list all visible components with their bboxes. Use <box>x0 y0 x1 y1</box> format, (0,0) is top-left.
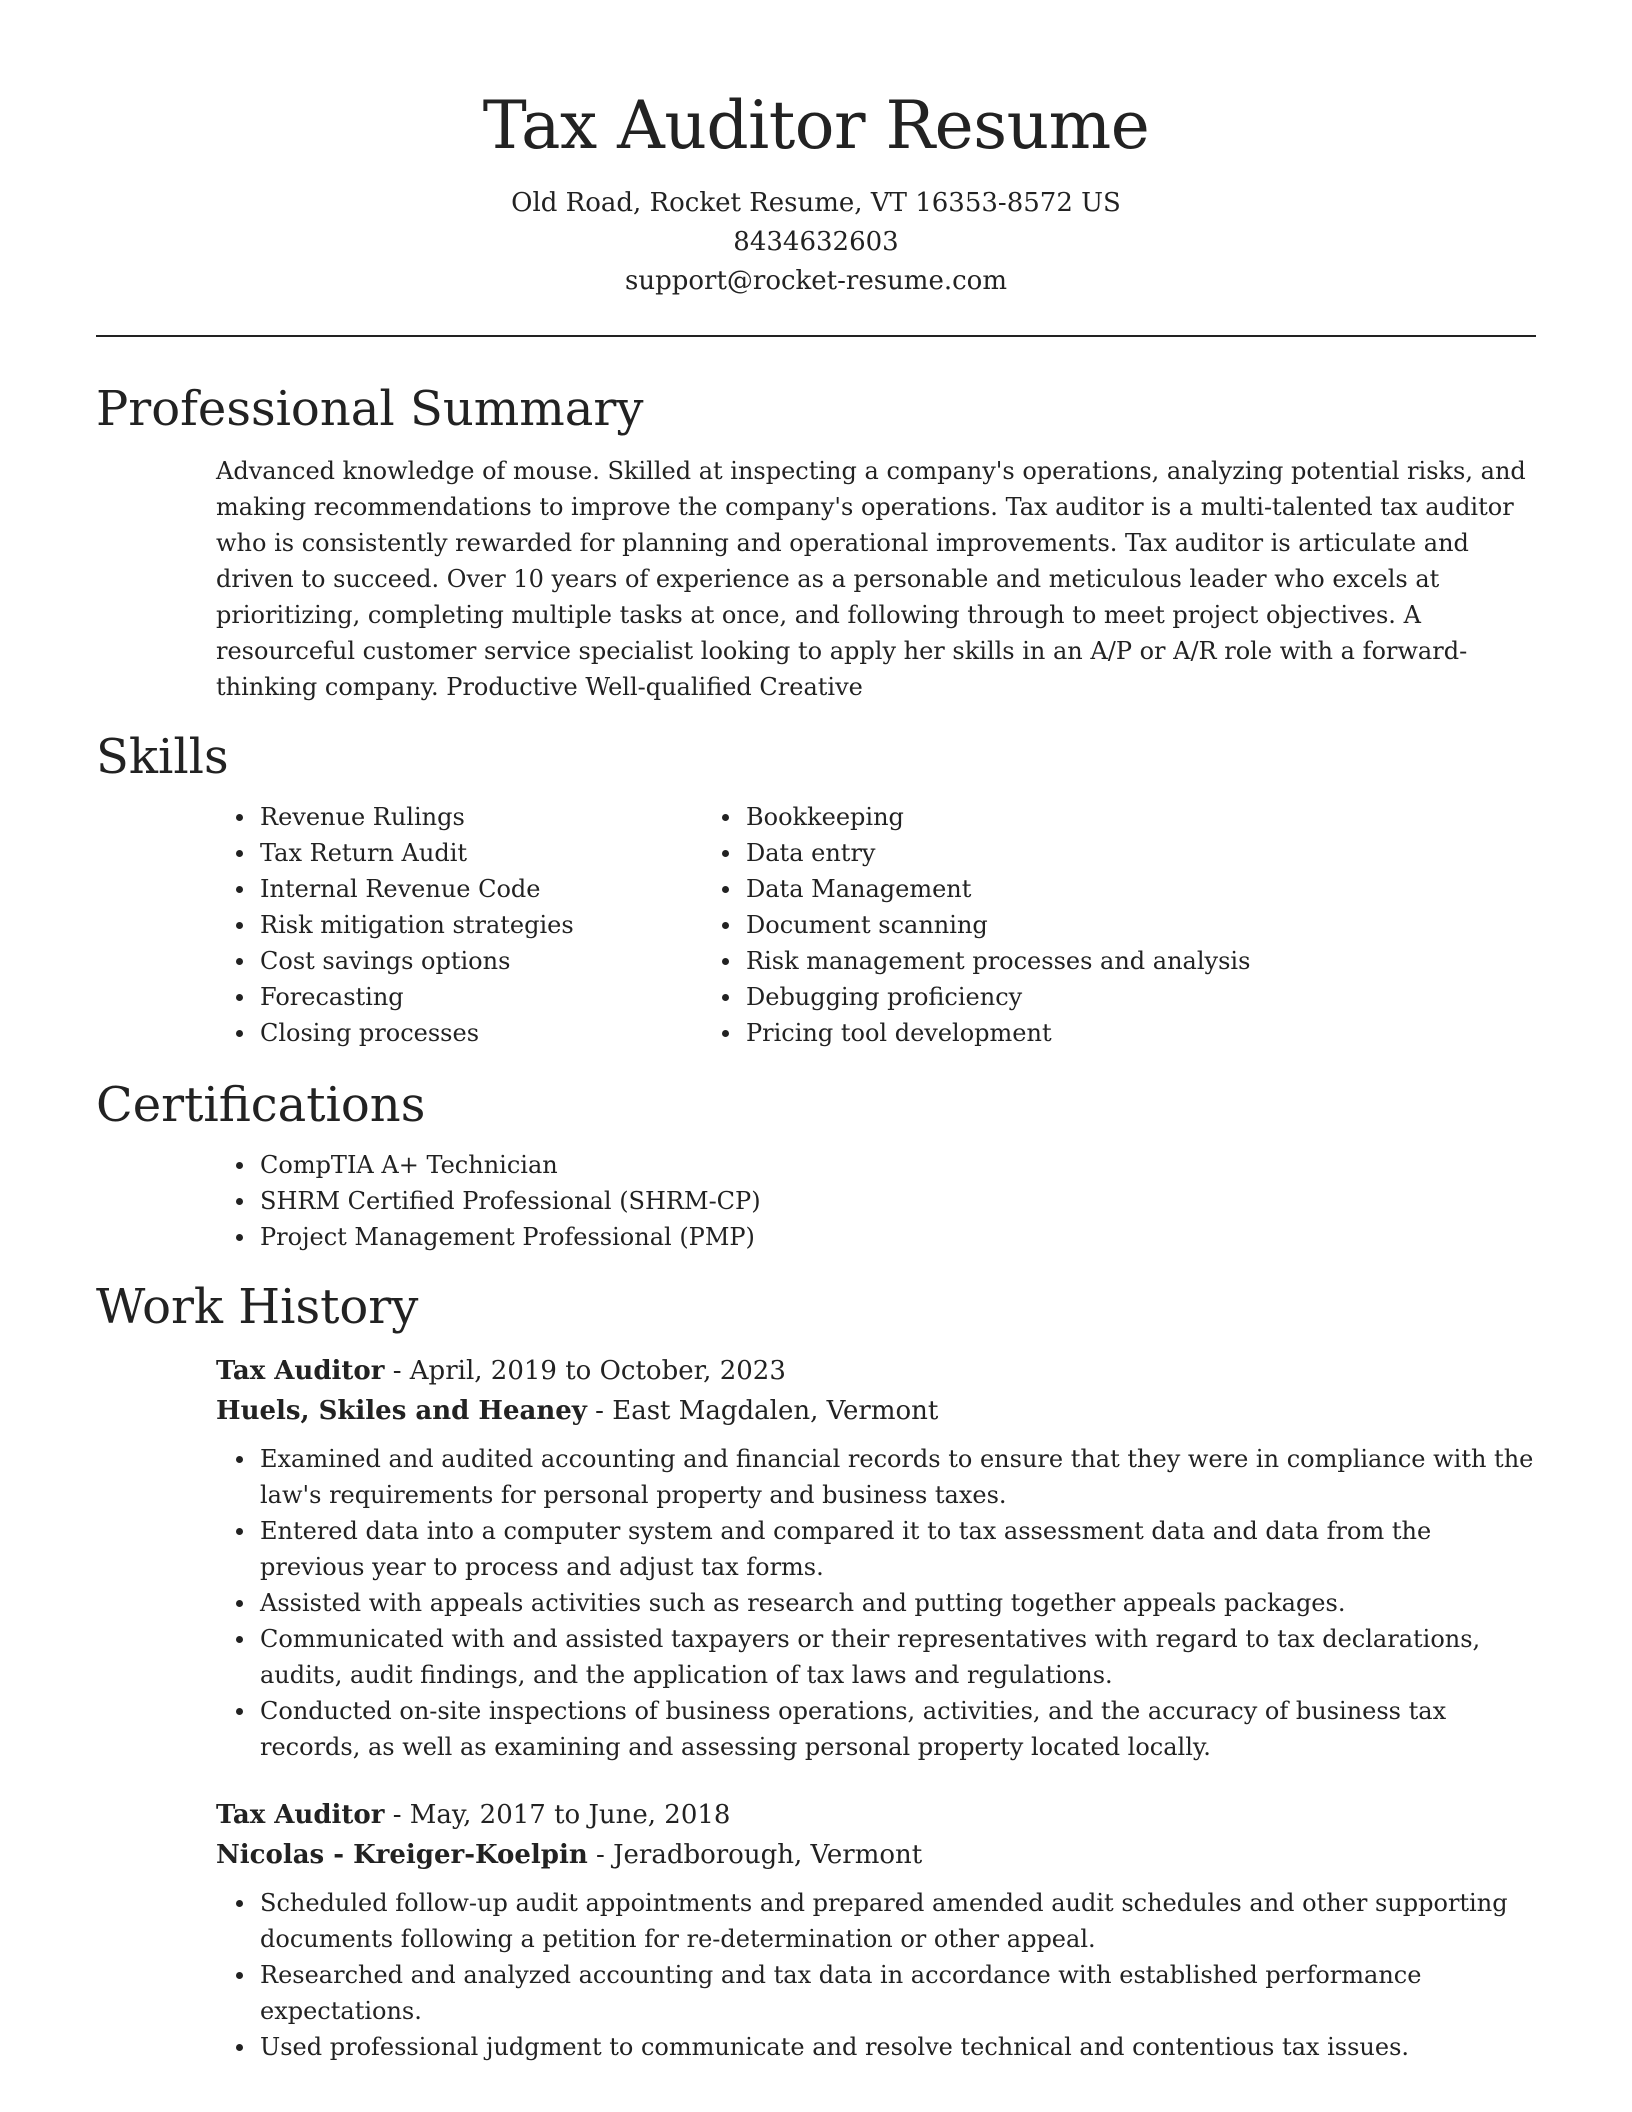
job-bullet: Communicated with and assisted taxpayers or their representatives with regard to tax declarations, audits, audit findings, and the application of tax laws and regulations. <box>260 1621 1536 1693</box>
resume-title: Tax Auditor Resume <box>482 87 1150 164</box>
job-title-line <box>216 1795 1536 1835</box>
job-entry <box>216 1795 1536 2065</box>
job-title: Tax Auditor <box>216 1800 385 1830</box>
resume-page <box>96 0 1536 2065</box>
job-location: Jeradborough, Vermont <box>613 1840 923 1870</box>
skills-heading: Skills <box>96 729 229 785</box>
job-bullet: Used professional judgment to communicate and resolve technical and contentious tax issues. <box>260 2029 1536 2065</box>
skill-item: Data Management <box>746 871 1250 907</box>
certifications-heading: Certifications <box>96 1077 426 1133</box>
job-bullet: Researched and analyzed accounting and tax data in accordance with established performance expectations. <box>260 1957 1536 2029</box>
job-bullet: Examined and audited accounting and financial records to ensure that they were in compliance with the law's requirements for personal property and business taxes. <box>260 1441 1536 1513</box>
separator: - <box>587 1840 614 1870</box>
contact-address: Old Road, Rocket Resume, VT 16353-8572 US <box>511 188 1121 218</box>
job-dates: May, 2017 to June, 2018 <box>409 1800 731 1830</box>
job-bullet: Entered data into a computer system and compared it to tax assessment data and data from the previous year to process and adjust tax forms. <box>260 1513 1536 1585</box>
skill-item: Internal Revenue Code <box>260 871 746 907</box>
work-history-heading: Work History <box>96 1279 419 1335</box>
certification-item: Project Management Professional (PMP) <box>260 1219 1536 1255</box>
skill-item: Data entry <box>746 835 1250 871</box>
header-divider <box>96 335 1536 337</box>
certifications-list <box>260 1147 1536 1255</box>
skills-column-left <box>260 799 746 1051</box>
contact-email: support@rocket-resume.com <box>624 266 1007 296</box>
job-company-line <box>216 1835 1536 1875</box>
contact-block <box>96 184 1536 301</box>
skill-item: Cost savings options <box>260 943 746 979</box>
summary-heading: Professional Summary <box>96 381 644 437</box>
separator: - <box>384 1356 410 1386</box>
skill-item: Debugging proficiency <box>746 979 1250 1015</box>
job-company: Huels, Skiles and Heaney <box>216 1396 587 1426</box>
job-bullet: Conducted on-site inspections of business operations, activities, and the accuracy of business tax records, as well as examining and assessing personal property located locally. <box>260 1693 1536 1765</box>
resume-header <box>96 0 1536 337</box>
job-location: East Magdalen, Vermont <box>612 1396 939 1426</box>
skills-column-right <box>746 799 1250 1051</box>
skill-item: Closing processes <box>260 1015 746 1051</box>
skill-item: Pricing tool development <box>746 1015 1250 1051</box>
summary-text: Advanced knowledge of mouse. Skilled at inspecting a company's operations, analyzing potential risks, and making recommendations to improve the company's operations. Tax auditor is a multi-talented tax auditor who is consistently rewarded for planning and operational improvements. Tax auditor is articulate and driven to succeed. Over 10 years of experience as a personable and meticulous leader who excels at prioritizing, completing multiple tasks at once, and following through to meet project objectives. A resourceful customer service specialist looking to apply her skills in an A/P or A/R role with a forward-thinking company. Productive Well-qualified Creative <box>216 457 1526 701</box>
skill-item: Revenue Rulings <box>260 799 746 835</box>
skill-item: Tax Return Audit <box>260 835 746 871</box>
job-bullets <box>260 1885 1536 2065</box>
skill-item: Bookkeeping <box>746 799 1250 835</box>
skill-item: Risk management processes and analysis <box>746 943 1250 979</box>
job-title-line <box>216 1351 1536 1391</box>
job-bullet: Assisted with appeals activities such as research and putting together appeals packages. <box>260 1585 1536 1621</box>
skill-item: Document scanning <box>746 907 1250 943</box>
job-dates: April, 2019 to October, 2023 <box>409 1356 786 1386</box>
separator: - <box>384 1800 410 1830</box>
skill-item: Forecasting <box>260 979 746 1015</box>
certification-item: CompTIA A+ Technician <box>260 1147 1536 1183</box>
job-company: Nicolas - Kreiger-Koelpin <box>216 1840 588 1870</box>
certification-item: SHRM Certified Professional (SHRM-CP) <box>260 1183 1536 1219</box>
job-title: Tax Auditor <box>216 1356 385 1386</box>
job-company-line <box>216 1391 1536 1431</box>
contact-phone: 8434632603 <box>733 227 899 257</box>
skill-item: Risk mitigation strategies <box>260 907 746 943</box>
job-bullet: Scheduled follow-up audit appointments and prepared amended audit schedules and other supporting documents following a petition for re-determination or other appeal. <box>260 1885 1536 1957</box>
job-bullets <box>260 1441 1536 1765</box>
separator: - <box>586 1396 613 1426</box>
skills-list <box>96 799 1536 1051</box>
job-entry <box>216 1351 1536 1765</box>
